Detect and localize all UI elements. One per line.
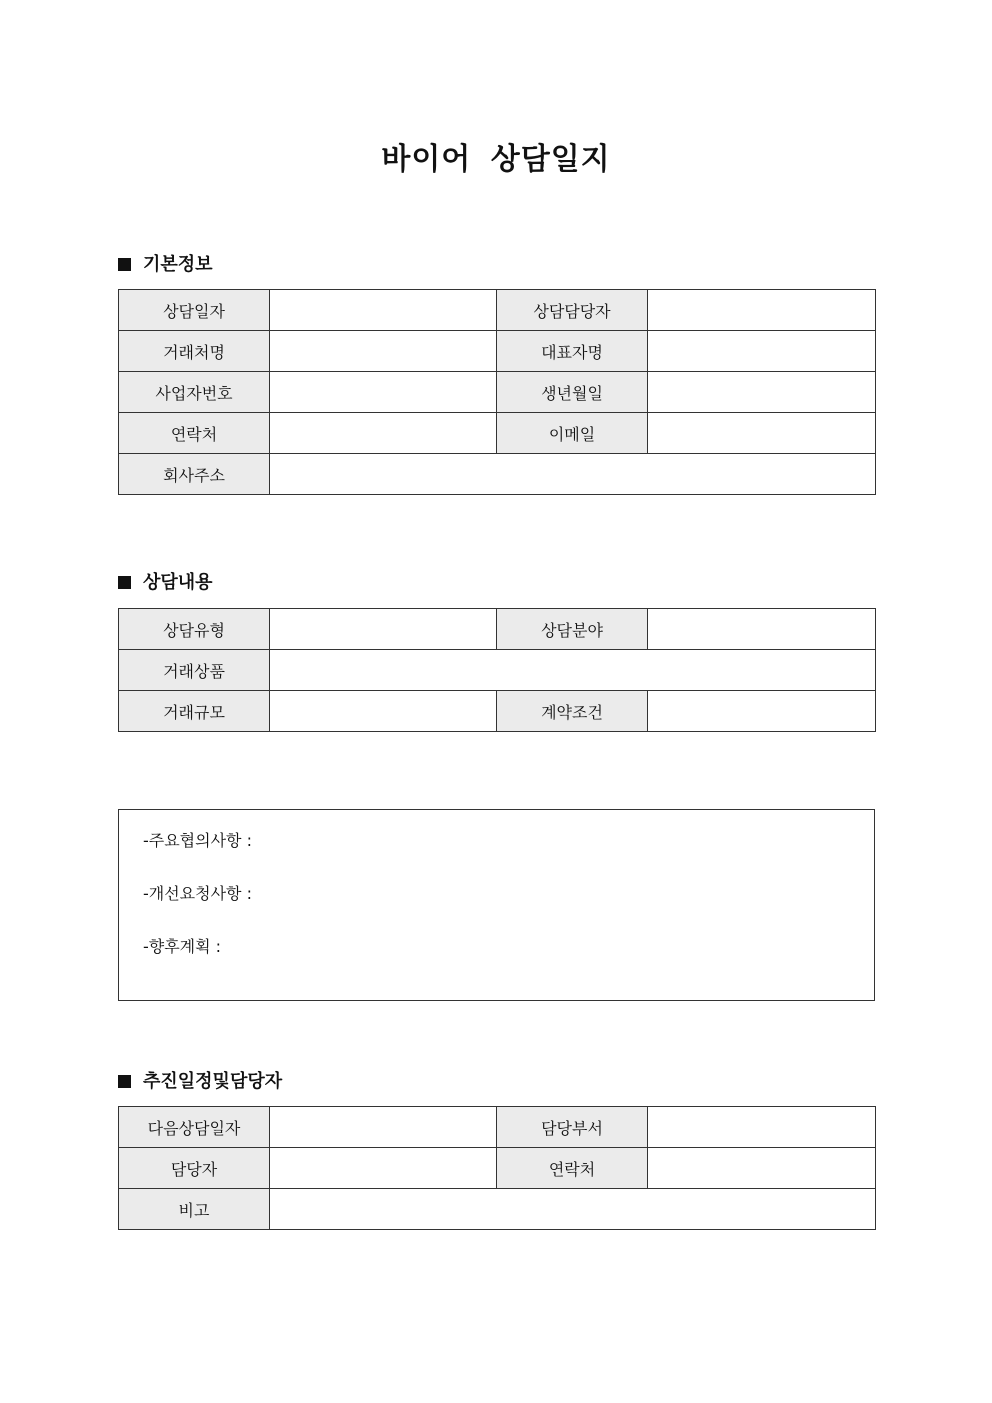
field-label: 거래상품 [119,650,270,691]
table-row [119,413,876,454]
note-main-discussion: -주요협의사항 : [143,831,252,850]
field-value-birth-date[interactable] [648,372,876,413]
square-bullet-icon [118,576,131,589]
field-label: 회사주소 [119,454,270,495]
table-row [119,290,876,331]
field-label: 다음상담일자 [119,1107,270,1148]
field-value-consult-date[interactable] [270,290,497,331]
field-value-consult-type[interactable] [270,609,497,650]
field-label: 상담담당자 [497,290,648,331]
section-heading-label: 기본정보 [143,254,213,275]
notes-box[interactable] [118,809,875,1001]
field-value-company-address[interactable] [270,454,876,495]
table-row [119,372,876,413]
field-value-trade-scale[interactable] [270,691,497,732]
field-value-trade-product[interactable] [270,650,876,691]
field-value-consult-field[interactable] [648,609,876,650]
field-value-department[interactable] [648,1107,876,1148]
field-value-contact[interactable] [270,413,497,454]
field-value-person-in-charge[interactable] [270,1148,497,1189]
section-heading-schedule [118,1070,282,1094]
note-improvement-request: -개선요청사항 : [143,884,252,903]
schedule-table [118,1106,876,1230]
field-value-consultant[interactable] [648,290,876,331]
field-label: 비고 [119,1189,270,1230]
note-future-plan: -향후계획 : [143,937,222,956]
field-label: 대표자명 [497,331,648,372]
field-value-email[interactable] [648,413,876,454]
table-row [119,609,876,650]
field-value-ceo-name[interactable] [648,331,876,372]
field-label: 거래규모 [119,691,270,732]
section-heading-label: 상담내용 [143,572,213,593]
square-bullet-icon [118,1075,131,1088]
section-heading-consult-content [118,571,213,595]
table-row [119,331,876,372]
table-row [119,650,876,691]
field-label: 상담분야 [497,609,648,650]
basic-info-table [118,289,876,495]
field-label: 계약조건 [497,691,648,732]
field-label: 연락처 [497,1148,648,1189]
document-title: 바이어 상담일지 [381,142,611,177]
field-label: 담당부서 [497,1107,648,1148]
table-row [119,1189,876,1230]
table-row [119,1107,876,1148]
consult-content-table [118,608,876,732]
table-row [119,1148,876,1189]
field-value-remarks[interactable] [270,1189,876,1230]
field-value-business-number[interactable] [270,372,497,413]
field-label: 연락처 [119,413,270,454]
table-row [119,454,876,495]
field-label: 상담유형 [119,609,270,650]
section-heading-basic-info [118,253,213,277]
field-value-next-consult-date[interactable] [270,1107,497,1148]
field-label: 사업자번호 [119,372,270,413]
field-value-contract-terms[interactable] [648,691,876,732]
field-value-contact[interactable] [648,1148,876,1189]
field-label: 생년월일 [497,372,648,413]
field-value-client-name[interactable] [270,331,497,372]
table-row [119,691,876,732]
field-label: 거래처명 [119,331,270,372]
field-label: 이메일 [497,413,648,454]
square-bullet-icon [118,258,131,271]
section-heading-label: 추진일정및담당자 [143,1071,283,1092]
field-label: 담당자 [119,1148,270,1189]
field-label: 상담일자 [119,290,270,331]
